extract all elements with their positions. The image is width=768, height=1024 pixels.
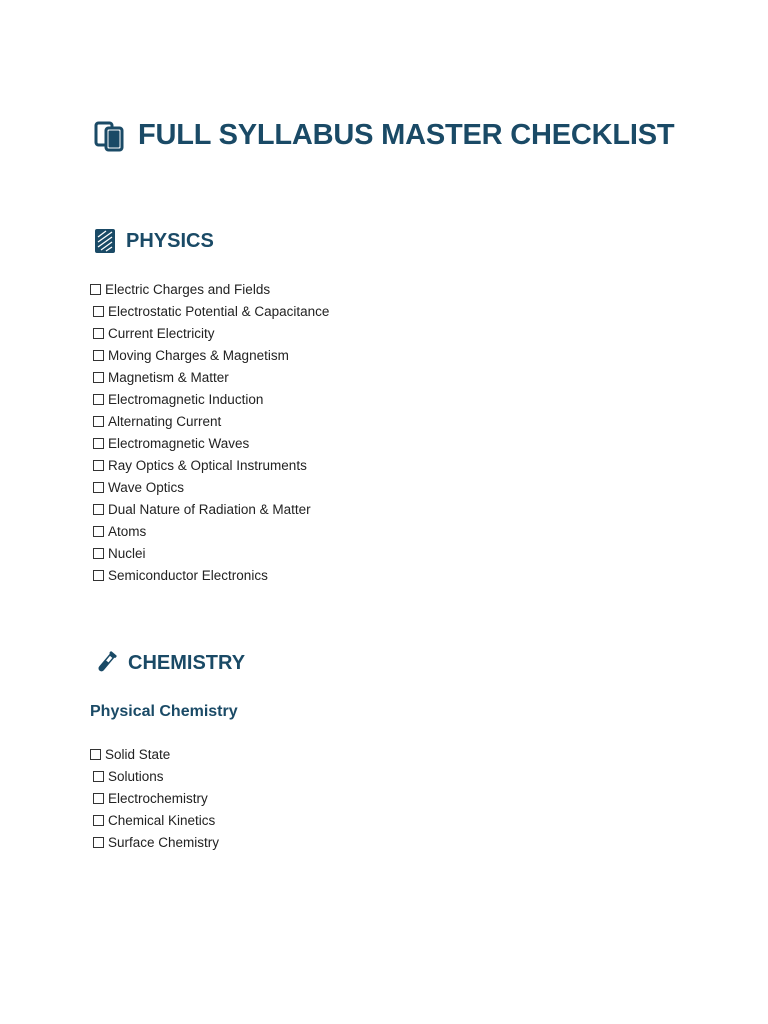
- checkbox[interactable]: [93, 570, 104, 581]
- page-title-text: FULL SYLLABUS MASTER CHECKLIST: [138, 118, 675, 151]
- physics-heading: [94, 228, 214, 254]
- checklist-item: Electrochemistry: [90, 788, 219, 810]
- phones-icon: [94, 118, 128, 152]
- checklist-item: Nuclei: [90, 543, 329, 565]
- checkbox[interactable]: [93, 837, 104, 848]
- checkbox[interactable]: [93, 394, 104, 405]
- checkbox[interactable]: [93, 526, 104, 537]
- physics-heading-text: PHYSICS: [126, 229, 214, 252]
- checklist-item: Magnetism & Matter: [90, 367, 329, 389]
- checkbox[interactable]: [93, 793, 104, 804]
- checklist-item: Solid State: [90, 744, 219, 766]
- physical-chemistry-checklist: [90, 744, 219, 854]
- checklist-item: Wave Optics: [90, 477, 329, 499]
- checkbox[interactable]: [90, 284, 101, 295]
- checklist-item: Atoms: [90, 521, 329, 543]
- physical-chemistry-heading: Physical Chemistry: [90, 703, 238, 720]
- checkbox[interactable]: [93, 504, 104, 515]
- checklist-item: Surface Chemistry: [90, 832, 219, 854]
- checkbox[interactable]: [93, 350, 104, 361]
- physics-checklist: [90, 279, 329, 587]
- checkbox[interactable]: [93, 328, 104, 339]
- checklist-item: Electrostatic Potential & Capacitance: [90, 301, 329, 323]
- checklist-item: Electromagnetic Waves: [90, 433, 329, 455]
- checklist-item: Dual Nature of Radiation & Matter: [90, 499, 329, 521]
- checkbox[interactable]: [93, 482, 104, 493]
- checkbox[interactable]: [93, 771, 104, 782]
- checkbox[interactable]: [93, 460, 104, 471]
- checklist-item: Ray Optics & Optical Instruments: [90, 455, 329, 477]
- checklist-item: Alternating Current: [90, 411, 329, 433]
- chemistry-heading-text: CHEMISTRY: [128, 651, 246, 674]
- test-tube-icon: [94, 650, 118, 676]
- checklist-item: Solutions: [90, 766, 219, 788]
- checkbox[interactable]: [90, 749, 101, 760]
- checkbox[interactable]: [93, 372, 104, 383]
- checklist-item: Moving Charges & Magnetism: [90, 345, 329, 367]
- notebook-icon: [94, 228, 116, 254]
- checkbox[interactable]: [93, 438, 104, 449]
- page-title: [94, 118, 674, 152]
- checkbox[interactable]: [93, 306, 104, 317]
- checklist-item: Electric Charges and Fields: [90, 279, 329, 301]
- checklist-item: Chemical Kinetics: [90, 810, 219, 832]
- checkbox[interactable]: [93, 548, 104, 559]
- checkbox[interactable]: [93, 416, 104, 427]
- checkbox[interactable]: [93, 815, 104, 826]
- checklist-item: Current Electricity: [90, 323, 329, 345]
- checklist-item: Electromagnetic Induction: [90, 389, 329, 411]
- chemistry-heading: [94, 650, 245, 676]
- checklist-item: Semiconductor Electronics: [90, 565, 329, 587]
